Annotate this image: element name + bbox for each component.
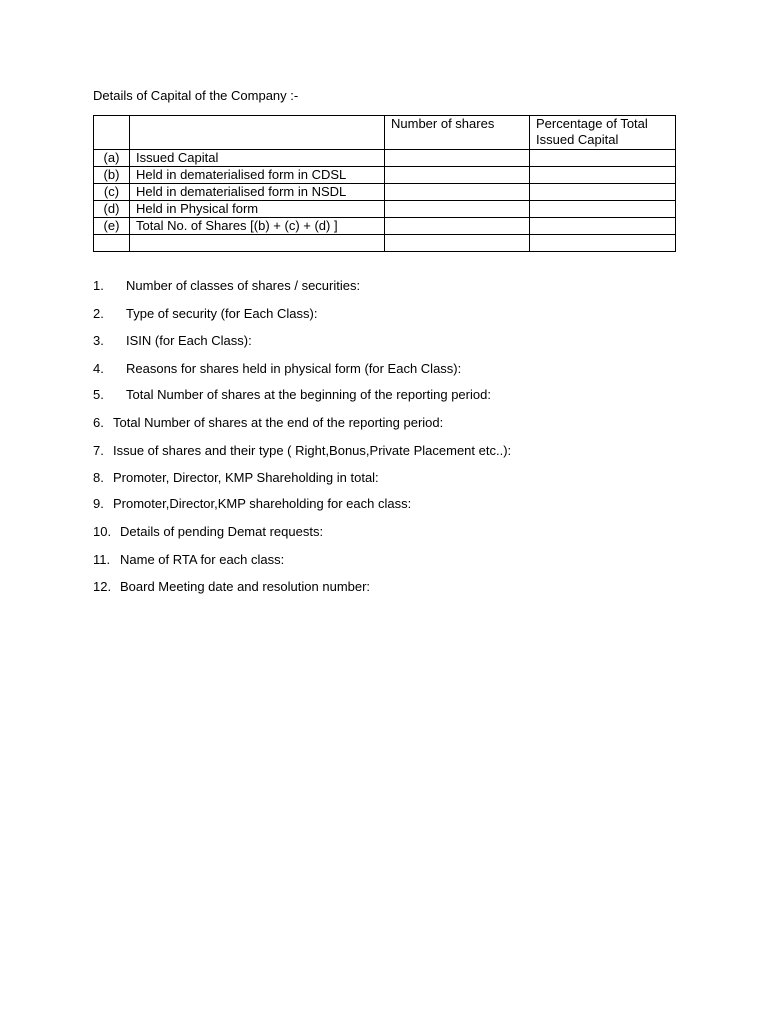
list-item: [93, 552, 284, 568]
section-heading: Details of Capital of the Company :-: [93, 88, 299, 103]
header-cell-description: [130, 116, 385, 150]
list-item: [93, 361, 461, 377]
row-percentage: [530, 235, 676, 252]
row-shares: [385, 235, 530, 252]
row-description: Held in dematerialised form in CDSL: [130, 167, 385, 184]
list-item: [93, 415, 443, 431]
table-row: [94, 150, 676, 167]
row-shares: [385, 150, 530, 167]
list-item-text: Type of security (for Each Class):: [126, 306, 318, 321]
row-shares: [385, 201, 530, 218]
list-item-number: 2.: [93, 306, 104, 321]
list-item-number: 6.: [93, 415, 104, 430]
list-item-text: Total Number of shares at the beginning of the reporting period:: [126, 387, 491, 402]
row-shares: [385, 167, 530, 184]
list-item-number: 3.: [93, 333, 104, 348]
table-header-row: [94, 116, 676, 150]
list-item: [93, 443, 511, 459]
list-item-text: ISIN (for Each Class):: [126, 333, 252, 348]
list-item-number: 5.: [93, 387, 104, 402]
row-percentage: [530, 201, 676, 218]
list-item-text: Number of classes of shares / securities:: [126, 278, 361, 293]
row-description: [130, 235, 385, 252]
header-cell-label: [94, 116, 130, 150]
row-percentage: [530, 150, 676, 167]
list-item-number: 1.: [93, 278, 104, 293]
list-item-number: 9.: [93, 496, 104, 511]
row-label: (e): [94, 218, 130, 235]
list-item-text: Board Meeting date and resolution number:: [120, 579, 371, 594]
list-item: [93, 387, 491, 403]
list-item-number: 7.: [93, 443, 104, 458]
table-row: [94, 218, 676, 235]
table-row: [94, 184, 676, 201]
list-item-text: Name of RTA for each class:: [120, 552, 285, 567]
list-item-number: 11.: [93, 552, 111, 567]
list-item-number: 10.: [93, 524, 112, 539]
table-row: [94, 201, 676, 218]
list-item-number: 8.: [93, 470, 104, 485]
row-percentage: [530, 218, 676, 235]
list-item: [93, 278, 360, 294]
row-description: Held in Physical form: [130, 201, 385, 218]
list-item: [93, 333, 252, 349]
list-item-text: Issue of shares and their type ( Right,Bonus,Private Placement etc..):: [113, 443, 512, 458]
list-item: [93, 470, 379, 486]
list-item: [93, 524, 323, 540]
row-label: (c): [94, 184, 130, 201]
list-item: [93, 496, 411, 512]
list-item-text: Reasons for shares held in physical form (for Each Class):: [126, 361, 462, 376]
table-row: [94, 235, 676, 252]
header-cell-number-of-shares: Number of shares: [385, 116, 530, 150]
row-shares: [385, 184, 530, 201]
list-item-number: 12.: [93, 579, 112, 594]
list-item: [93, 306, 317, 322]
list-item: [93, 579, 370, 595]
list-item-text: Details of pending Demat requests:: [120, 524, 324, 539]
capital-details-table: [93, 115, 676, 252]
list-item-text: Promoter,Director,KMP shareholding for each class:: [113, 496, 412, 511]
row-label: (d): [94, 201, 130, 218]
row-description: Total No. of Shares [(b) + (c) + (d) ]: [130, 218, 385, 235]
row-description: Issued Capital: [130, 150, 385, 167]
list-item-text: Promoter, Director, KMP Shareholding in total:: [113, 470, 379, 485]
row-label: [94, 235, 130, 252]
row-percentage: [530, 167, 676, 184]
table-row: [94, 167, 676, 184]
row-percentage: [530, 184, 676, 201]
list-item-number: 4.: [93, 361, 104, 376]
header-cell-percentage: Percentage of Total Issued Capital: [530, 116, 676, 150]
row-description: Held in dematerialised form in NSDL: [130, 184, 385, 201]
row-label: (b): [94, 167, 130, 184]
row-shares: [385, 218, 530, 235]
list-item-text: Total Number of shares at the end of the reporting period:: [113, 415, 444, 430]
row-label: (a): [94, 150, 130, 167]
